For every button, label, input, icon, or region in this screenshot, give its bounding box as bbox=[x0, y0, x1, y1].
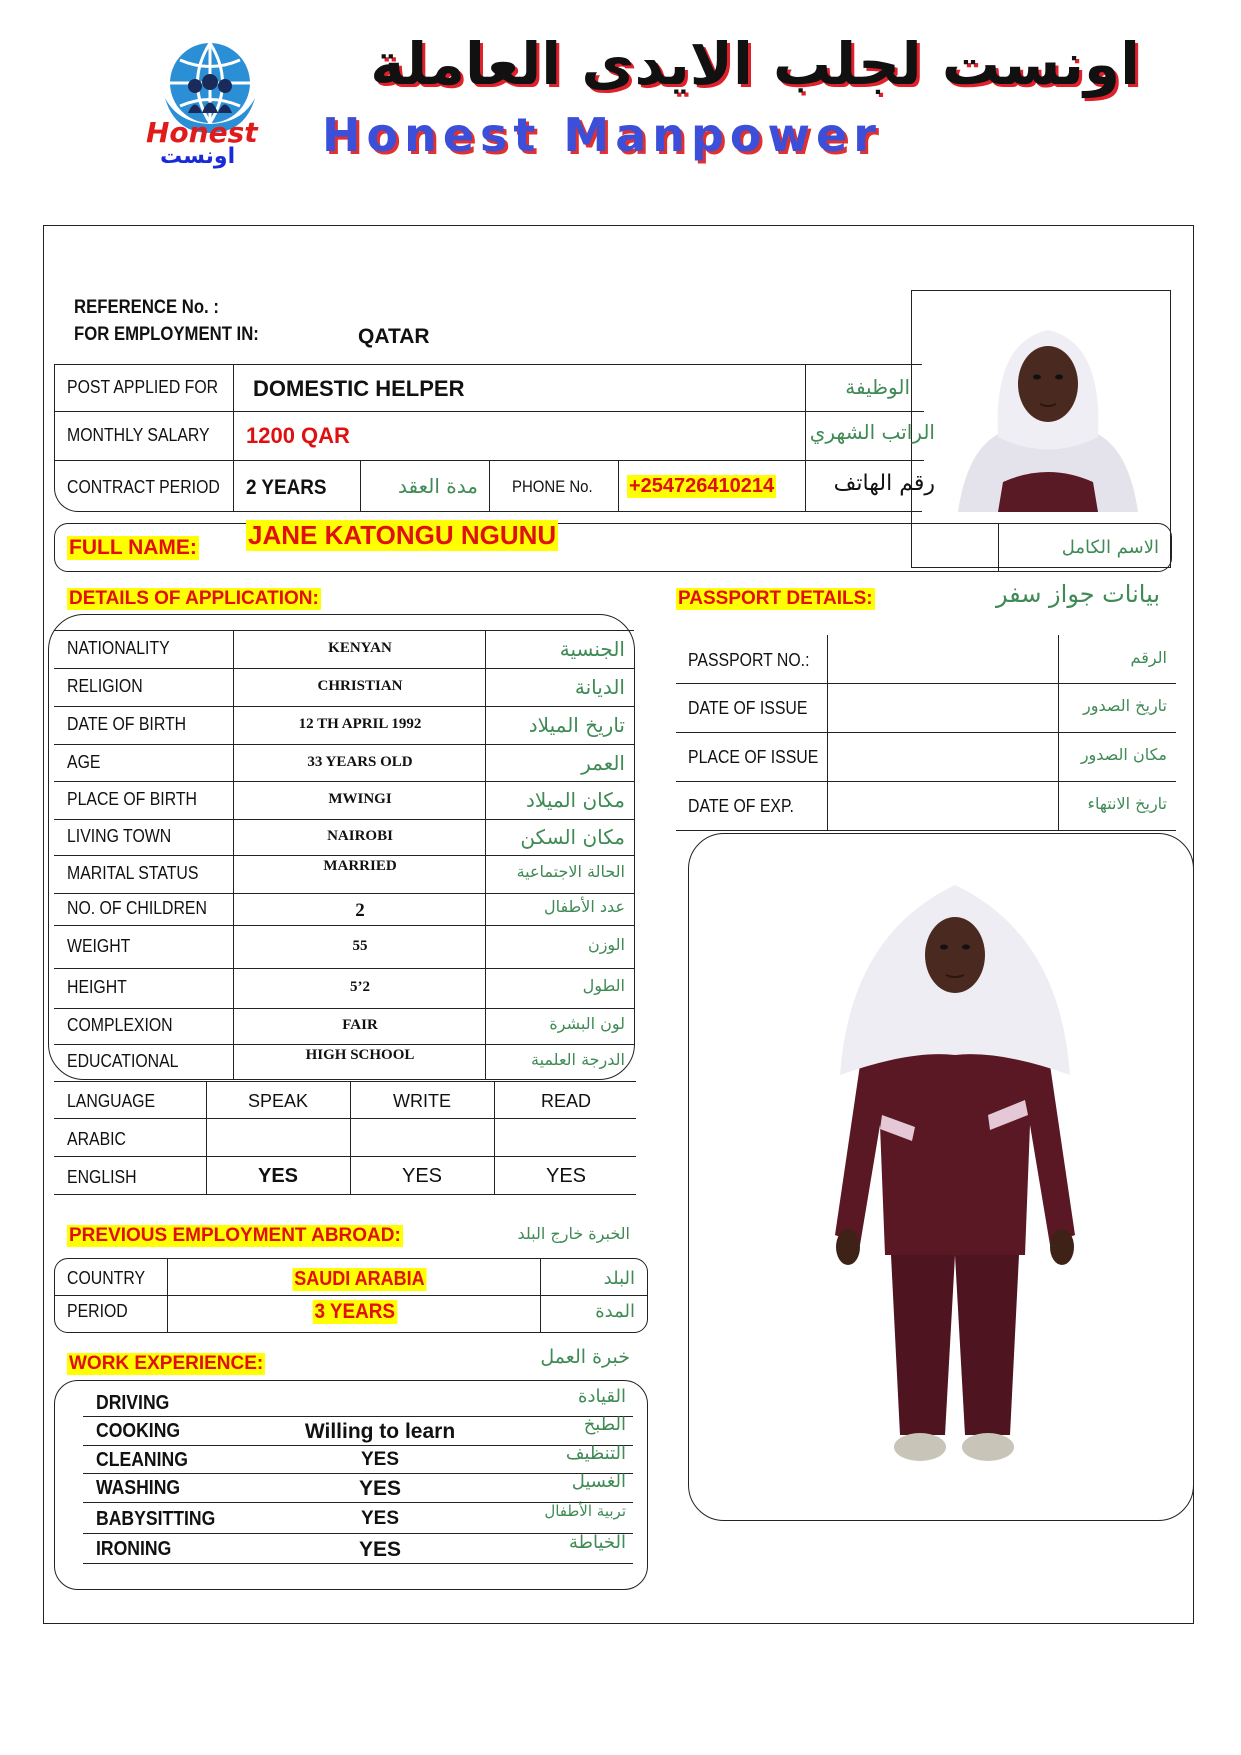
app-row-value: NAIROBI bbox=[327, 828, 393, 844]
country-ar: البلد bbox=[603, 1268, 635, 1289]
pass-row-label: PLACE OF ISSUE bbox=[688, 747, 819, 767]
app-row-value: 12 TH APRIL 1992 bbox=[298, 716, 422, 732]
app-row-ar: الدرجة العلمية bbox=[531, 1050, 625, 1069]
pass-row-divider bbox=[676, 781, 1176, 782]
app-row-divider bbox=[54, 893, 634, 894]
pass-row-ar: الرقم bbox=[1130, 648, 1167, 667]
work-row-ar: الغسيل bbox=[571, 1471, 626, 1492]
post-value: DOMESTIC HELPER bbox=[253, 376, 465, 401]
app-row-value: FAIR bbox=[342, 1017, 378, 1033]
app-row-value: 55 bbox=[352, 937, 368, 954]
period-ar: المدة bbox=[595, 1301, 635, 1322]
lang-cell: YES bbox=[545, 1165, 587, 1187]
app-row-value: HIGH SCHOOL bbox=[305, 1047, 415, 1063]
header-title-en: Honest Manpower bbox=[322, 108, 882, 162]
pass-row-label: PASSPORT NO.: bbox=[688, 650, 810, 670]
lang-name: ARABIC bbox=[67, 1129, 126, 1149]
app-row-label: PLACE OF BIRTH bbox=[67, 789, 197, 809]
post-ar: الوظيفة bbox=[845, 375, 910, 399]
lang-row-divider bbox=[54, 1118, 636, 1119]
app-row-label: NATIONALITY bbox=[67, 638, 170, 658]
app-row-value: MWINGI bbox=[328, 791, 392, 807]
pass-row-label: DATE OF ISSUE bbox=[688, 698, 808, 718]
work-row-divider bbox=[83, 1563, 633, 1564]
app-row-label: MARITAL STATUS bbox=[67, 863, 199, 883]
app-row-divider bbox=[54, 925, 634, 926]
logo bbox=[146, 38, 270, 169]
phone-ar: رقم الهاتف bbox=[833, 471, 935, 496]
app-row-label: EDUCATIONAL bbox=[67, 1051, 179, 1071]
work-row-value: YES bbox=[360, 1508, 400, 1529]
work-title-ar: خبرة العمل bbox=[540, 1346, 630, 1368]
app-row-ar: مكان السكن bbox=[520, 825, 625, 849]
fullname-label: FULL NAME: bbox=[69, 536, 197, 559]
app-row-label: NO. OF CHILDREN bbox=[67, 898, 207, 918]
lang-row-divider bbox=[54, 1081, 636, 1082]
logo-text-en: Honest bbox=[146, 116, 258, 149]
app-row-value: CHRISTIAN bbox=[317, 678, 403, 694]
app-row-value: 33 YEARS OLD bbox=[307, 753, 413, 770]
app-row-value: 5’2 bbox=[350, 979, 370, 995]
app-row-divider bbox=[54, 781, 634, 782]
fullbody-photo bbox=[820, 875, 1090, 1485]
app-row-label: WEIGHT bbox=[67, 935, 131, 956]
app-row-ar: تاريخ الميلاد bbox=[528, 713, 625, 737]
work-row-ar: القيادة bbox=[578, 1386, 626, 1407]
passport-title-ar: بيانات جواز سفر bbox=[995, 580, 1160, 608]
work-title: WORK EXPERIENCE: bbox=[69, 1353, 264, 1374]
app-row-divider bbox=[54, 819, 634, 820]
pass-row-divider bbox=[676, 732, 1176, 733]
app-row-divider bbox=[54, 630, 634, 631]
fullname-ar: الاسم الكامل bbox=[1061, 537, 1159, 558]
lang-header-cell: SPEAK bbox=[247, 1091, 309, 1111]
work-row-value: Willing to learn bbox=[304, 1420, 456, 1443]
previous-title: PREVIOUS EMPLOYMENT ABROAD: bbox=[69, 1225, 401, 1246]
pass-col-divider bbox=[1058, 635, 1059, 830]
app-row-label: RELIGION bbox=[67, 676, 143, 696]
phone-label: PHONE No. bbox=[512, 477, 593, 496]
app-row-ar: الحالة الاجتماعية bbox=[516, 862, 625, 881]
reference-label: REFERENCE No. : bbox=[74, 297, 219, 318]
fullname-value: JANE KATONGU NGUNU bbox=[248, 520, 557, 550]
lang-row-divider bbox=[54, 1156, 636, 1157]
work-row-label: IRONING bbox=[96, 1538, 172, 1560]
country-label: COUNTRY bbox=[67, 1268, 146, 1288]
app-row-value: KENYAN bbox=[328, 640, 392, 656]
app-row-label: DATE OF BIRTH bbox=[67, 714, 187, 734]
app-row-divider bbox=[54, 744, 634, 745]
contract-label: CONTRACT PERIOD bbox=[67, 477, 220, 497]
app-row-divider bbox=[54, 968, 634, 969]
work-row-label: BABYSITTING bbox=[96, 1508, 216, 1530]
work-row-ar: الطبخ bbox=[583, 1414, 626, 1435]
work-row-value: YES bbox=[358, 1477, 402, 1500]
post-label: POST APPLIED FOR bbox=[67, 377, 219, 397]
app-row-divider bbox=[54, 706, 634, 707]
previous-title-ar: الخبرة خارج البلد bbox=[517, 1224, 630, 1243]
app-row-ar: الوزن bbox=[587, 934, 625, 954]
app-row-ar: لون البشرة bbox=[549, 1014, 625, 1033]
lang-cell: YES bbox=[401, 1165, 443, 1187]
pass-row-divider bbox=[676, 683, 1176, 684]
pass-row-ar: مكان الصدور bbox=[1080, 745, 1167, 764]
period-label: PERIOD bbox=[67, 1301, 128, 1321]
app-row-divider bbox=[54, 855, 634, 856]
work-row-label: CLEANING bbox=[96, 1449, 188, 1471]
pass-row-ar: تاريخ الانتهاء bbox=[1087, 794, 1167, 813]
work-row-value: YES bbox=[360, 1449, 400, 1470]
app-row-label: AGE bbox=[67, 751, 101, 772]
app-row-divider bbox=[54, 1008, 634, 1009]
lang-header-cell: WRITE bbox=[393, 1091, 451, 1111]
application-title: DETAILS OF APPLICATION: bbox=[69, 588, 319, 609]
app-row-ar: الجنسية bbox=[559, 637, 625, 661]
lang-header-cell: LANGUAGE bbox=[67, 1091, 156, 1111]
app-row-ar: الديانة bbox=[574, 675, 625, 699]
app-row-ar: الطول bbox=[582, 976, 625, 995]
portrait-photo bbox=[948, 322, 1148, 512]
salary-label: MONTHLY SALARY bbox=[67, 425, 210, 445]
app-row-value: MARRIED bbox=[323, 858, 397, 874]
lang-name: ENGLISH bbox=[67, 1167, 137, 1187]
app-row-label: COMPLEXION bbox=[67, 1015, 173, 1035]
work-row-label: WASHING bbox=[96, 1477, 181, 1499]
app-row-divider bbox=[54, 668, 634, 669]
work-row-value: YES bbox=[358, 1538, 402, 1561]
lang-header-cell: READ bbox=[540, 1091, 591, 1111]
phone-value: +254726410214 bbox=[629, 475, 775, 497]
pass-row-ar: تاريخ الصدور bbox=[1083, 696, 1167, 715]
app-row-ar: عدد الأطفال bbox=[543, 897, 625, 916]
header-title-ar: اونست لجلب الايدى العاملة bbox=[370, 30, 1140, 98]
logo-text-ar: اونست bbox=[160, 144, 236, 169]
contract-ar: مدة العقد bbox=[398, 474, 478, 498]
pass-row-divider bbox=[676, 830, 1176, 831]
app-row-ar: العمر bbox=[581, 750, 625, 775]
app-row-label: HEIGHT bbox=[67, 977, 127, 997]
work-row-ar: التنظيف bbox=[565, 1443, 626, 1464]
pass-col-divider bbox=[827, 635, 828, 830]
employment-label: FOR EMPLOYMENT IN: bbox=[74, 324, 259, 345]
salary-ar: الراتب الشهري bbox=[809, 420, 935, 444]
lang-row-divider bbox=[54, 1194, 636, 1195]
app-row-value: 2 bbox=[355, 900, 365, 921]
lang-cell: YES bbox=[257, 1165, 299, 1187]
pass-row-label: DATE OF EXP. bbox=[688, 796, 794, 816]
passport-title: PASSPORT DETAILS: bbox=[678, 588, 873, 609]
work-row-ar: الخياطة bbox=[569, 1532, 626, 1553]
work-row-label: DRIVING bbox=[96, 1392, 170, 1414]
work-row-ar: تربية الأطفال bbox=[544, 1502, 626, 1520]
contract-value: 2 YEARS bbox=[246, 476, 327, 499]
employment-country: QATAR bbox=[358, 325, 430, 348]
country-value: SAUDI ARABIA bbox=[294, 1268, 425, 1290]
app-row-divider bbox=[54, 1044, 634, 1045]
app-row-label: LIVING TOWN bbox=[67, 826, 172, 846]
work-row-label: COOKING bbox=[96, 1420, 181, 1442]
app-row-ar: مكان الميلاد bbox=[526, 788, 625, 812]
salary-value: 1200 QAR bbox=[246, 423, 350, 448]
period-value: 3 YEARS bbox=[314, 1300, 396, 1323]
